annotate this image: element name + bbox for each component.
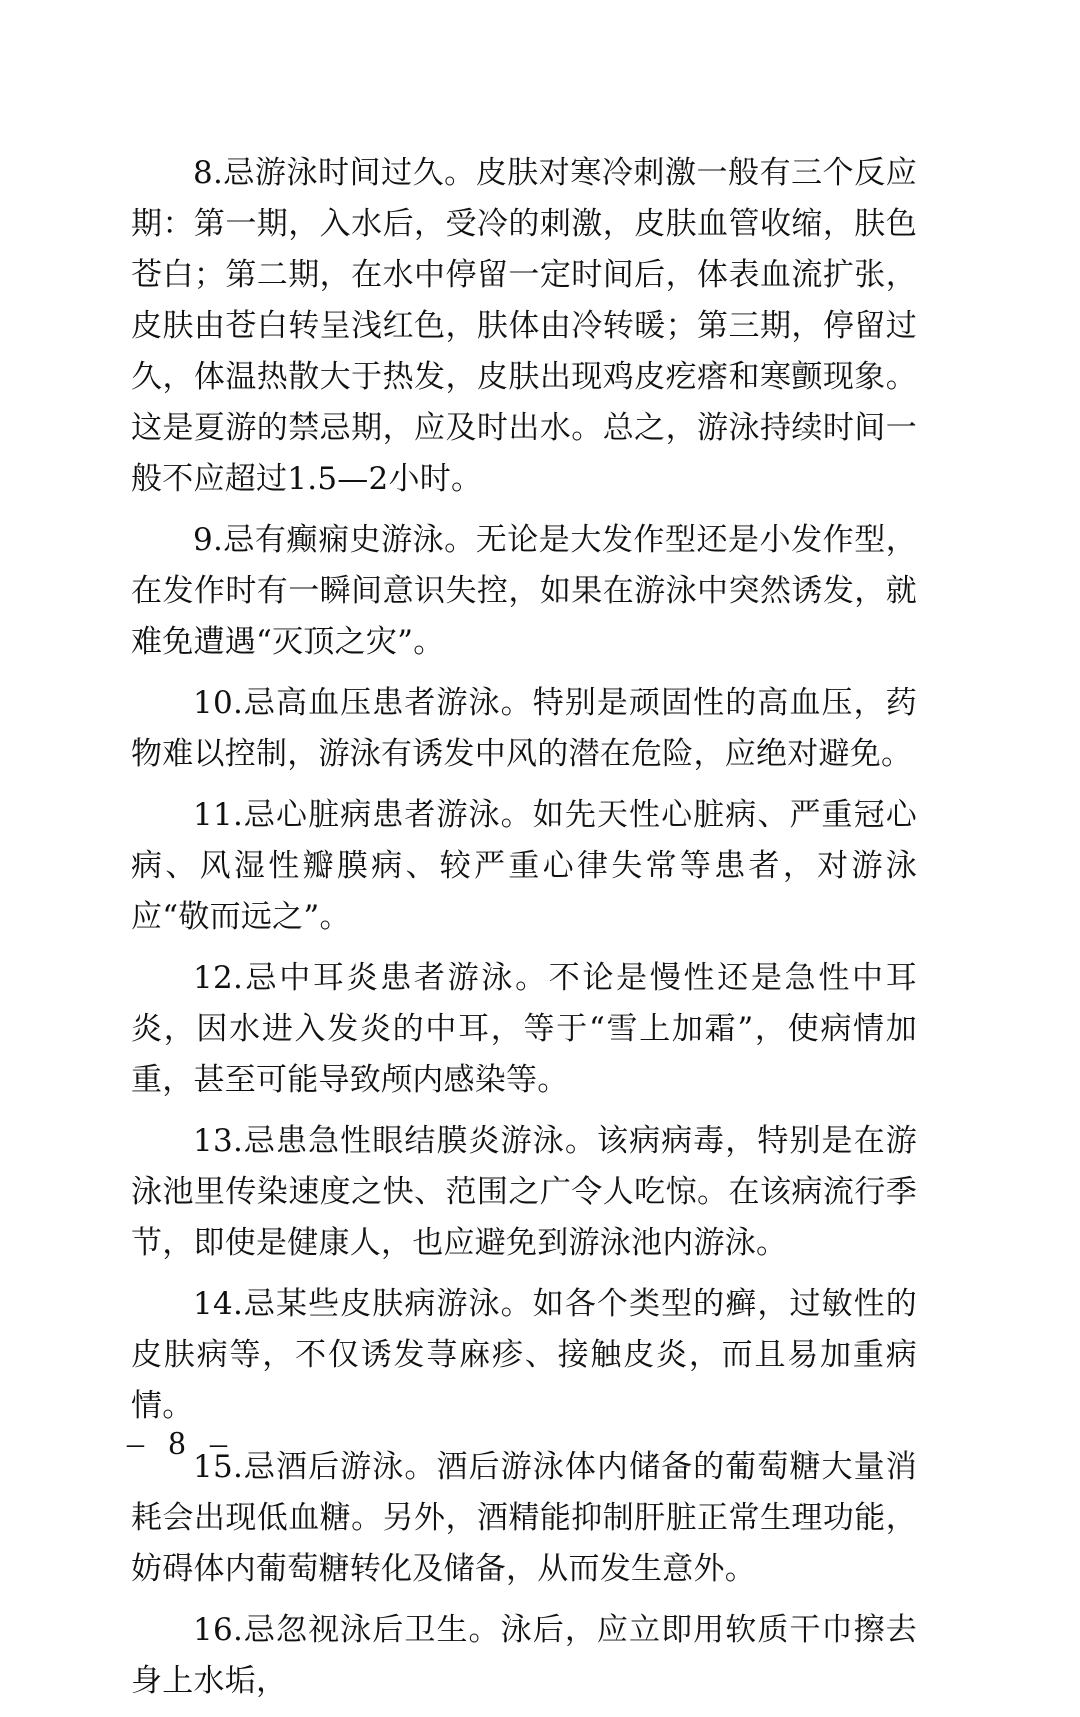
paragraph-item-8: 8.忌游泳时间过久。皮肤对寒冷刺激一般有三个反应期：第一期，入水后，受冷的刺激，皮肤血管收缩，肤色苍白；第二期，在水中停留一定时间后，体表血流扩张，皮肤由苍白转呈浅红色，肤体由冷转暖；第三期，停留过久，体温热散大于热发，皮肤出现鸡皮疙瘩和寒颤现象。这是夏游的禁忌期，应及时出水。总之，游泳持续时间一般不应超过1.5—2小时。: [131, 155, 917, 497]
paragraph-item-9: 9.忌有癫痫史游泳。无论是大发作型还是小发作型，在发作时有一瞬间意识失控，如果在游泳中突然诱发，就难免遭遇“灭顶之灾”。: [131, 522, 917, 660]
paragraph-item-15: 15.忌酒后游泳。酒后游泳体内储备的葡萄糖大量消耗会出现低血糖。另外，酒精能抑制肝脏正常生理功能，妨碍体内葡萄糖转化及储备，从而发生意外。: [131, 1449, 917, 1587]
paragraph-item-16: 16.忌忽视泳后卫生。泳后，应立即用软质干巾擦去身上水垢，: [131, 1612, 917, 1699]
page-body: [131, 148, 917, 1717]
paragraph-item-12: 12.忌中耳炎患者游泳。不论是慢性还是急性中耳炎，因水进入发炎的中耳，等于“雪上加霜”，使病情加重，甚至可能导致颅内感染等。: [131, 960, 917, 1098]
paragraph-item-14: 14.忌某些皮肤病游泳。如各个类型的癣，过敏性的皮肤病等，不仅诱发荨麻疹、接触皮炎，而且易加重病情。: [131, 1286, 917, 1424]
paragraph-item-13: 13.忌患急性眼结膜炎游泳。该病病毒，特别是在游泳池里传染速度之快、范围之广令人吃惊。在该病流行季节，即使是健康人，也应避免到游泳池内游泳。: [131, 1123, 917, 1261]
page-number: – 8 –: [127, 1425, 235, 1462]
paragraph-item-10: 10.忌高血压患者游泳。特别是顽固性的高血压，药物难以控制，游泳有诱发中风的潜在危险，应绝对避免。: [131, 685, 917, 772]
paragraph-item-11: 11.忌心脏病患者游泳。如先天性心脏病、严重冠心病、风湿性瓣膜病、较严重心律失常等患者，对游泳应“敬而远之”。: [131, 797, 917, 935]
